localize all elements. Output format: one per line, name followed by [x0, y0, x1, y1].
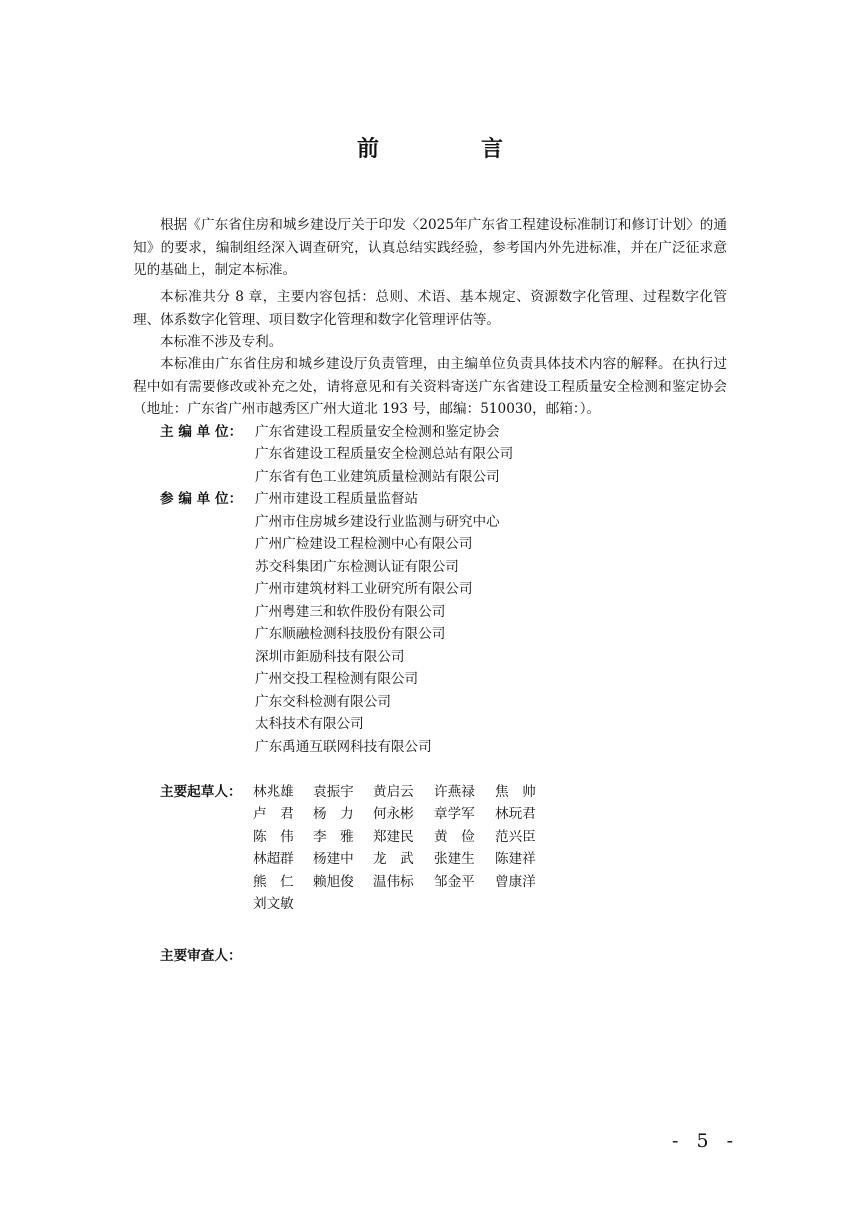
page-number: - 5 -	[672, 1130, 740, 1152]
chief-editor-unit: 广东省建设工程质量安全检测总站有限公司	[255, 446, 514, 462]
page-title: 前 言	[356, 137, 543, 162]
drafter-name: 邹金平	[434, 874, 475, 890]
drafter-name: 张建生	[434, 851, 475, 867]
drafter-name: 黄启云	[373, 784, 414, 800]
drafter-name: 李 雅	[313, 829, 354, 845]
chief-editor-unit: 广东省建设工程质量安全检测和鉴定协会	[255, 424, 500, 440]
drafter-name: 杨 力	[313, 806, 354, 822]
participant-unit: 广东交科检测有限公司	[255, 694, 391, 710]
drafter-name: 林超群	[253, 851, 294, 867]
drafter-name: 何永彬	[373, 806, 414, 822]
drafter-name: 袁振宇	[313, 784, 354, 800]
chief-editor-label: 主 编 单 位：	[160, 424, 243, 440]
drafter-name: 章学军	[434, 806, 475, 822]
participant-unit: 广州广检建设工程检测中心有限公司	[255, 536, 473, 552]
drafter-name: 杨建中	[313, 851, 354, 867]
participant-unit: 广州市住房城乡建设行业监测与研究中心	[255, 514, 500, 530]
participant-label: 参 编 单 位：	[160, 491, 243, 507]
reviewers-label: 主要审查人：	[160, 948, 242, 964]
patent-paragraph: 本标准不涉及专利。	[160, 334, 283, 350]
participant-unit: 太科技术有限公司	[255, 716, 364, 732]
content-summary-paragraph: 本标准共分 8 章，主要内容包括：总则、术语、基本规定、资源数字化管理、过程数字化管理、体系数字化管理、项目数字化管理和数字化管理评估等。	[133, 289, 727, 328]
drafter-name: 曾康洋	[495, 874, 536, 890]
participant-unit: 广州市建筑材料工业研究所有限公司	[255, 581, 473, 597]
drafter-name: 陈建祥	[495, 851, 536, 867]
drafter-name: 温伟标	[373, 874, 414, 890]
drafters-label: 主要起草人：	[160, 784, 242, 800]
drafter-name: 陈 伟	[253, 829, 294, 845]
participant-unit: 苏交科集团广东检测认证有限公司	[255, 559, 459, 575]
intro-paragraph: 根据《广东省住房和城乡建设厅关于印发〈2025年广东省工程建设标准制订和修订计划〉的通知》的要求，编制组经深入调查研究，认真总结实践经验，参考国内外先进标准，并在广泛征求意见的基础上，制定本标准。	[133, 217, 727, 278]
participant-unit: 深圳市鉅励科技有限公司	[255, 649, 405, 665]
participant-unit: 广东禹通互联网科技有限公司	[255, 739, 432, 755]
drafter-name: 卢 君	[253, 806, 294, 822]
drafter-name: 黄 俭	[434, 829, 475, 845]
drafter-name: 范兴臣	[495, 829, 536, 845]
drafter-name: 焦 帅	[495, 784, 536, 800]
drafter-name: 刘文敏	[253, 896, 294, 912]
drafter-name: 郑建民	[373, 829, 414, 845]
drafter-name: 林兆雄	[253, 784, 294, 800]
participant-unit: 广州粤建三和软件股份有限公司	[255, 604, 446, 620]
drafter-name: 赖旭俊	[313, 874, 354, 890]
participant-unit: 广州交投工程检测有限公司	[255, 671, 419, 687]
drafter-name: 许燕禄	[434, 784, 475, 800]
drafter-name: 熊 仁	[253, 874, 294, 890]
drafter-name: 龙 武	[373, 851, 414, 867]
participant-unit: 广州市建设工程质量监督站	[255, 491, 419, 507]
drafter-name: 林玩君	[495, 806, 536, 822]
management-paragraph: 本标准由广东省住房和城乡建设厅负责管理，由主编单位负责具体技术内容的解释。在执行过程中如有需要修改或补充之处，请将意见和有关资料寄送广东省建设工程质量安全检测和鉴定协会（地址：广东省广州市越秀区广州大道北 193 号，邮编：510030，邮箱：）。	[133, 356, 727, 417]
chief-editor-unit: 广东省有色工业建筑质量检测站有限公司	[255, 469, 500, 485]
participant-unit: 广东顺融检测科技股份有限公司	[255, 626, 446, 642]
